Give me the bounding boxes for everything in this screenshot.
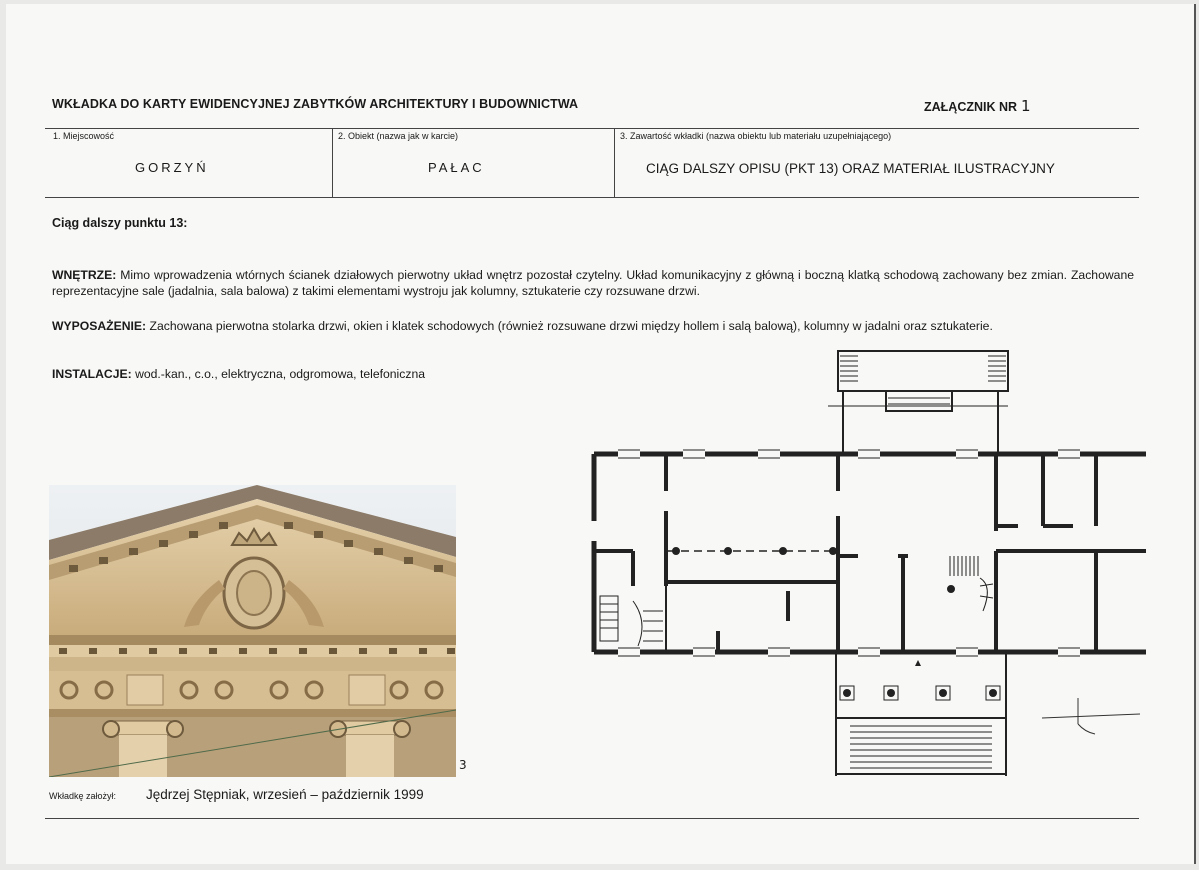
field-divider xyxy=(614,128,615,197)
fields-bottom-rule xyxy=(45,197,1139,198)
section-title: Ciąg dalszy punktu 13: xyxy=(52,216,188,230)
attachment-number: 1 xyxy=(1021,97,1031,115)
photo-pediment xyxy=(49,485,456,777)
field-label-content: 3. Zawartość wkładki (nazwa obiektu lub materiału uzupełniającego) xyxy=(620,131,892,141)
section-text: Mimo wprowadzenia wtórnych ścianek działowych pierwotny układ wnętrz pozostał czytelny. Układ komunikacyjny z główną i boczną klatką schodową zachowany bez zmian. Zachowane reprezentacyjne sale (jadalnia, sala balowa) z takimi elementami wystroju jak kolumny, sztukaterie czy rozsuwane drzwi. xyxy=(52,268,1135,298)
section-heading: WYPOSAŻENIE: xyxy=(52,319,147,333)
section-heading: WNĘTRZE: xyxy=(52,268,117,282)
photo-number: 3 xyxy=(459,758,467,772)
header-rule xyxy=(45,128,1139,129)
field-value-object: PAŁAC xyxy=(428,160,485,175)
section-interior xyxy=(52,267,1134,299)
field-value-content: CIĄG DALSZY OPISU (PKT 13) ORAZ MATERIAŁ ILUSTRACYJNY xyxy=(646,161,1055,176)
section-text: wod.-kan., c.o., elektryczna, odgromowa, telefoniczna xyxy=(135,367,425,381)
north-arrow-icon xyxy=(1040,696,1145,736)
field-label-locality: 1. Miejscowość xyxy=(53,131,115,141)
footer-rule xyxy=(45,818,1139,819)
section-heading: INSTALACJE: xyxy=(52,367,132,381)
field-label-object: 2. Obiekt (nazwa jak w karcie) xyxy=(338,131,459,141)
section-text: Zachowana pierwotna stolarka drzwi, okien i klatek schodowych (również rozsuwane drzwi między hollem i salą balową), kolumny w jadalni oraz sztukaterie. xyxy=(149,319,993,333)
author-label: Wkładkę założył: xyxy=(49,791,117,801)
attachment-label xyxy=(924,97,1031,115)
section-installations xyxy=(52,366,552,382)
form-title: WKŁADKA DO KARTY EWIDENCYJNEJ ZABYTKÓW ARCHITEKTURY I BUDOWNICTWA xyxy=(52,97,579,111)
field-divider xyxy=(332,128,333,197)
attachment-label-text: ZAŁĄCZNIK NR xyxy=(924,100,1018,114)
section-equipment xyxy=(52,318,1134,334)
author-value: Jędrzej Stępniak, wrzesień – październik 1999 xyxy=(146,787,424,802)
field-value-locality: GORZYŃ xyxy=(135,160,209,175)
